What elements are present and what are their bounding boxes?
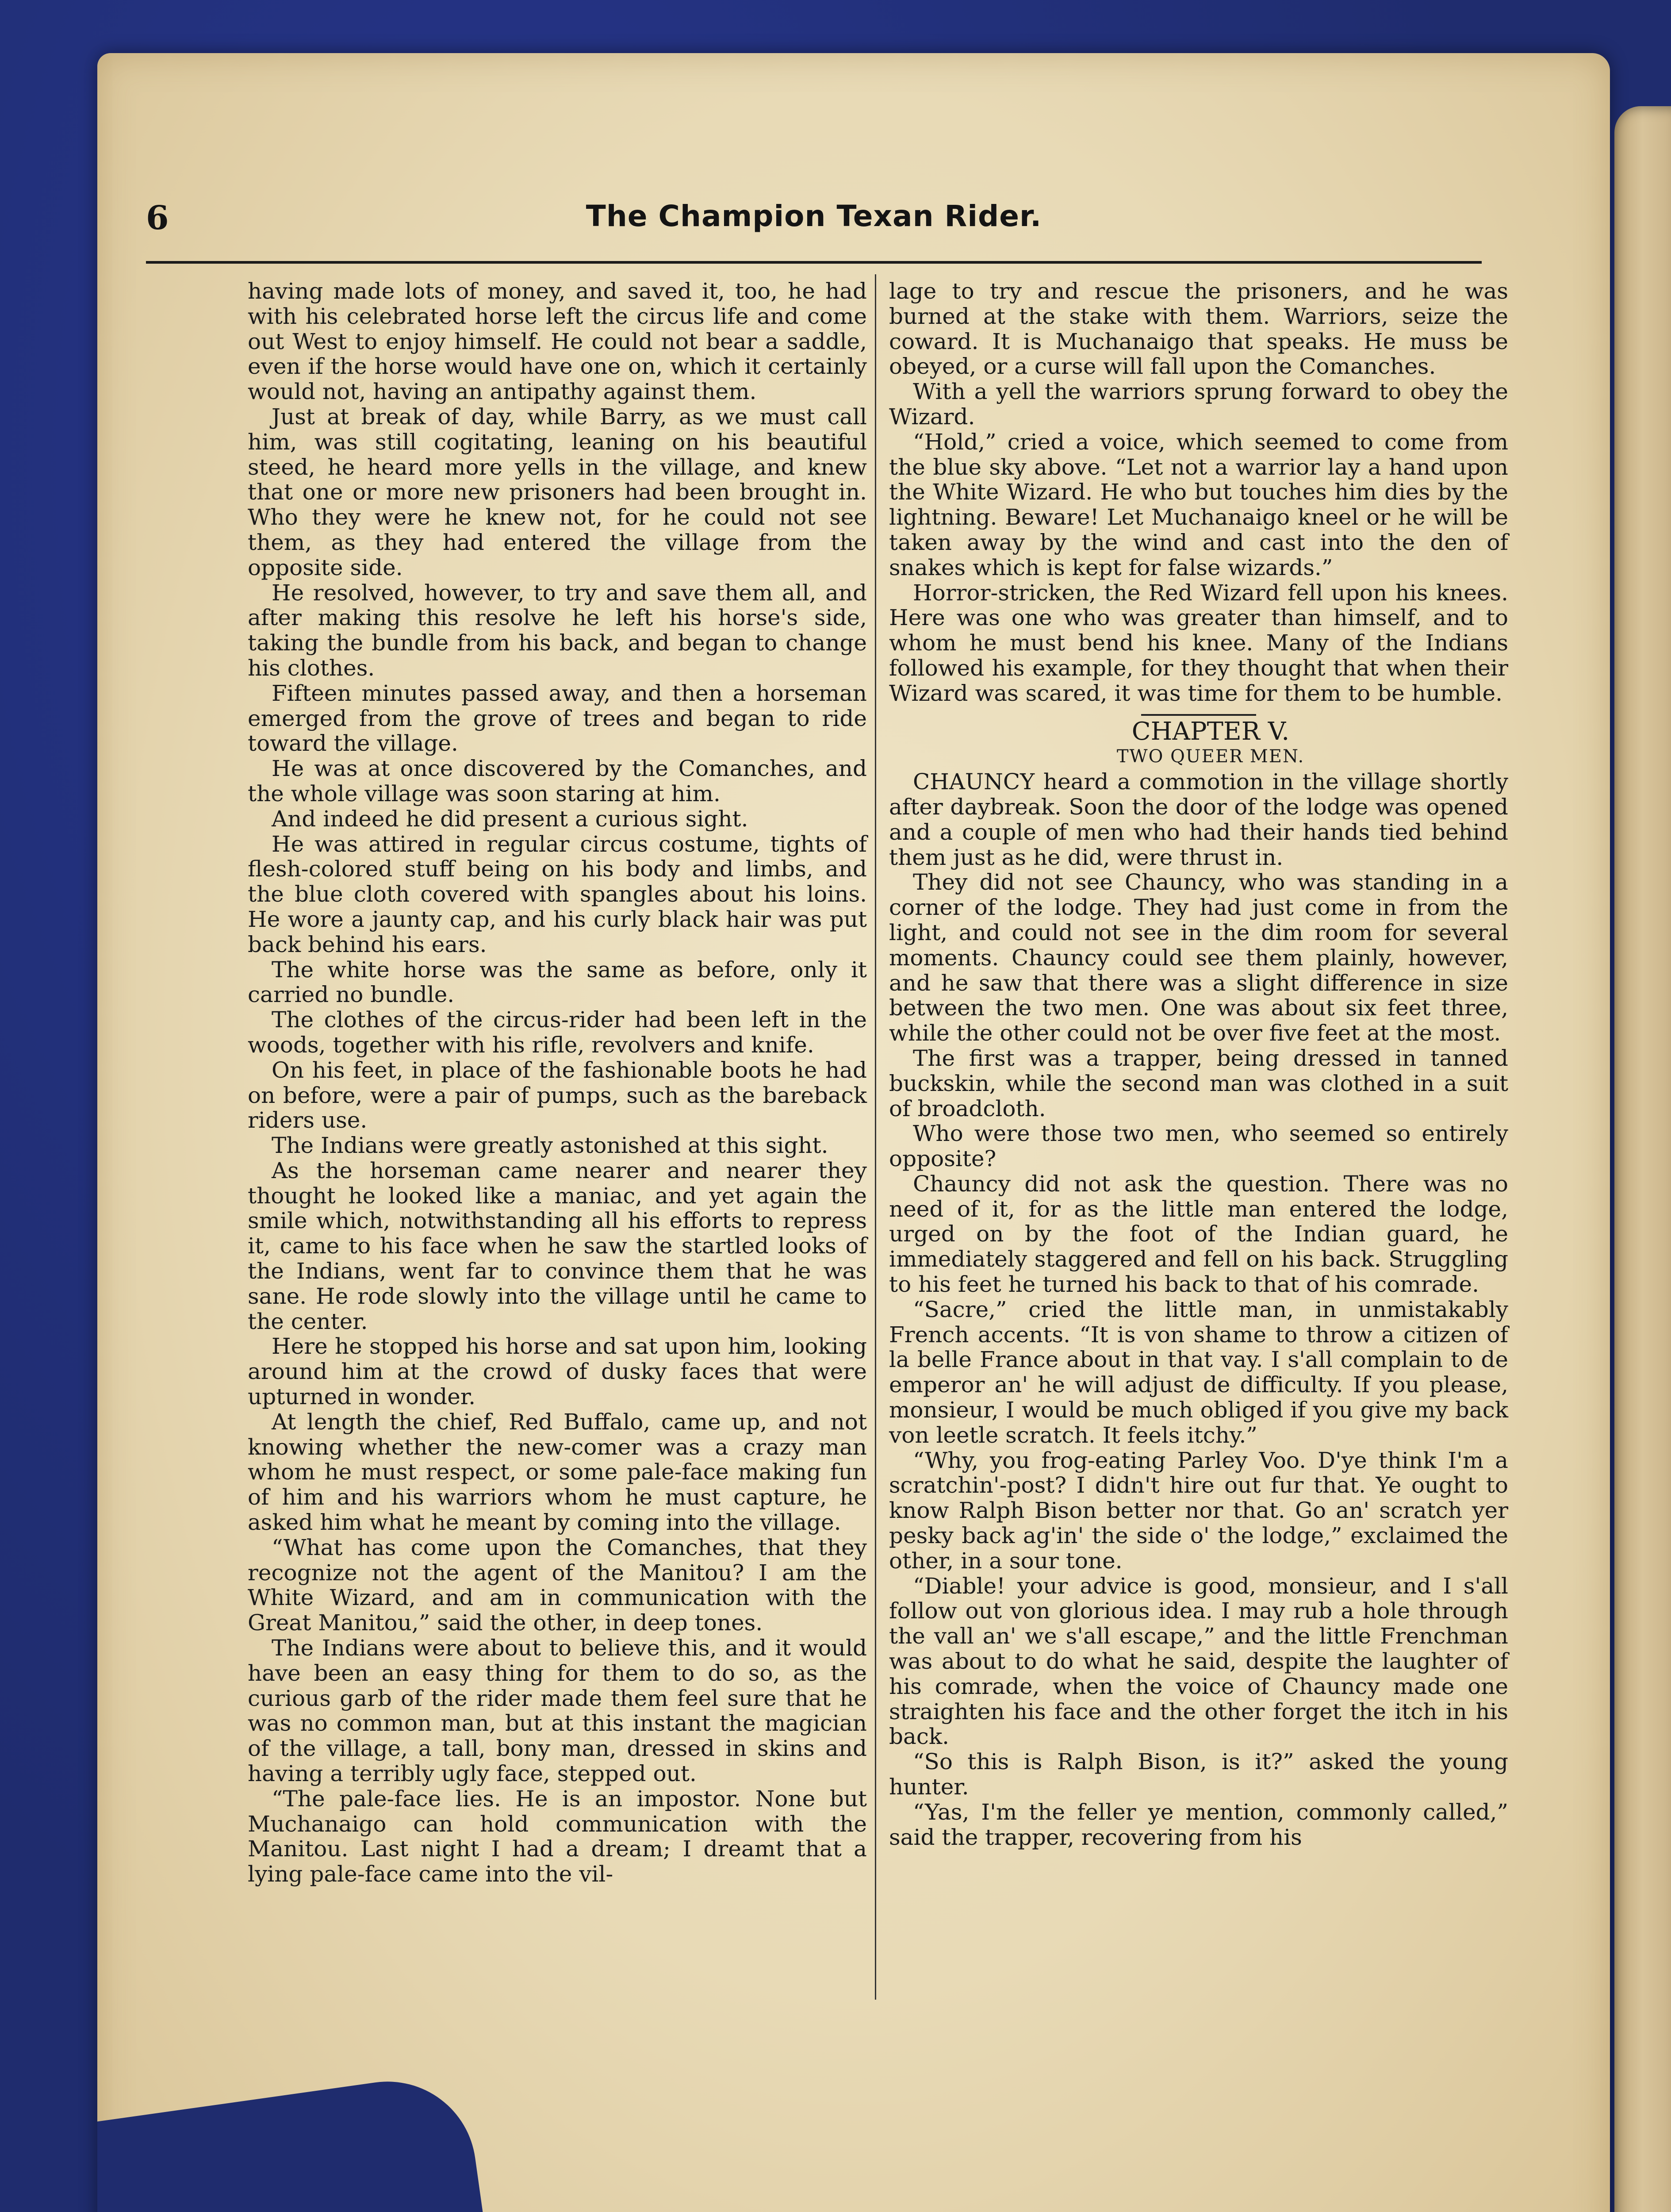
- paragraph: Horror-stricken, the Red Wizard fell upon his knees. Here was one who was greater than himself, and to whom he must bend his knee. Many of the Indians followed his example, for they thought that when their Wizard was scared, it was time for them to be humble.: [889, 580, 1508, 706]
- page-number: 6: [146, 199, 169, 237]
- paragraph: Who were those two men, who seemed so entirely opposite?: [889, 1121, 1508, 1172]
- paragraph: “Sacre,” cried the little man, in unmistakably French accents. “It is von shame to throw a citizen of la belle France about in that vay. I s'all complain to de emperor an' he will adjust de difficulty. If you please, monsieur, I would be much obliged if you give my back von leetle scratch. It feels itchy.”: [889, 1296, 1508, 1448]
- paragraph: “What has come upon the Comanches, that they recognize not the agent of the Manitou? I am the White Wizard, and am in communication with the Great Manitou,” said the other, in deep tones.: [248, 1534, 867, 1636]
- paragraph: “Yas, I'm the feller ye mention, commonly called,” said the trapper, recovering from his: [889, 1799, 1508, 1850]
- page-header: [146, 199, 1482, 248]
- paragraph: He resolved, however, to try and save them all, and after making this resolve he left his horse's side, taking the bundle from his back, and began to change his clothes.: [248, 580, 867, 681]
- paragraph: The white horse was the same as before, only it carried no bundle.: [248, 956, 867, 1008]
- paragraph: Here he stopped his horse and sat upon him, looking around him at the crowd of dusky faces that were upturned in wonder.: [248, 1333, 867, 1410]
- header-rule: [146, 261, 1482, 264]
- paragraph: The Indians were greatly astonished at this sight.: [272, 1133, 828, 1159]
- paragraph: “Why, you frog-eating Parley Voo. D'ye think I'm a scratchin'-post? I didn't hire out fur that. Ye ought to know Ralph Bison better nor that. Go an' scratch yer pesky back ag'in' the side o' the lodge,” exclaimed the other, in a sour tone.: [889, 1447, 1508, 1574]
- paragraph: “The pale-face lies. He is an impostor. None but Muchanaigo can hold communication with the Manitou. Last night I had a dream; I dreamt that a lying pale-face came into the vil-: [248, 1786, 867, 1887]
- chapter-title: CHAPTER V.: [1131, 717, 1290, 746]
- paragraph: On his feet, in place of the fashionable boots he had on before, were a pair of pumps, such as the bareback riders use.: [248, 1057, 867, 1133]
- column-divider: [875, 274, 876, 2000]
- paragraph: He was attired in regular circus costume, tights of flesh-colored stuff being on his body and limbs, and the blue cloth covered with spangles about his loins. He wore a jaunty cap, and his curly black hair was put back behind his ears.: [248, 831, 867, 957]
- paragraph: Fifteen minutes passed away, and then a horseman emerged from the grove of trees and began to ride toward the village.: [248, 680, 867, 757]
- right-column: [889, 279, 1508, 1850]
- paragraph: The clothes of the circus-rider had been left in the woods, together with his rifle, revolvers and knife.: [248, 1007, 867, 1058]
- paragraph: The first was a trapper, being dressed in tanned buckskin, while the second man was clothed in a suit of broadcloth.: [889, 1045, 1508, 1121]
- adjacent-page-edge: [1614, 106, 1671, 2212]
- left-column: [248, 279, 867, 1887]
- paragraph: lage to try and rescue the prisoners, and he was burned at the stake with them. Warriors, seize the coward. It is Muchanaigo that speaks. He muss be obeyed, or a curse will fall upon the Comanches.: [889, 278, 1508, 380]
- chapter-subtitle: TWO QUEER MEN.: [1116, 746, 1305, 767]
- paragraph: having made lots of money, and saved it, too, he had with his celebrated horse left the circus life and come out West to enjoy himself. He could not bear a saddle, even if the horse would have one on, which it certainly would not, having an antipathy against them.: [248, 278, 867, 405]
- paragraph: At length the chief, Red Buffalo, came up, and not knowing whether the new-comer was a crazy man whom he must respect, or some pale-face making fun of him and his warriors whom he must capture, he asked him what he meant by coming into the village.: [248, 1409, 867, 1536]
- paragraph: “Diable! your advice is good, monsieur, and I s'all follow out von glorious idea. I may rub a hole through the vall an' we s'all escape,” and the little Frenchman was about to do what he said, despite the laughter of his comrade, when the voice of Chauncy made one straighten his face and the other forget the itch in his back.: [889, 1573, 1508, 1750]
- chapter-rule: [1141, 714, 1256, 716]
- paragraph: The Indians were about to believe this, and it would have been an easy thing for them to do so, as the curious garb of the rider made them feel sure that he was no common man, but at this instant the magician of the village, a tall, bony man, dressed in skins and having a terribly ugly face, stepped out.: [248, 1635, 867, 1787]
- paragraph: “Hold,” cried a voice, which seemed to come from the blue sky above. “Let not a warrior lay a hand upon the White Wizard. He who but touches him dies by the lightning. Beware! Let Muchanaigo kneel or he will be taken away by the wind and cast into the den of snakes which is kept for false wizards.”: [889, 429, 1508, 580]
- paragraph: “So this is Ralph Bison, is it?” asked the young hunter.: [889, 1749, 1508, 1800]
- paragraph: And indeed he did present a curious sight.: [272, 806, 748, 832]
- paragraph: They did not see Chauncy, who was standing in a corner of the lodge. They had just come in from the light, and could not see in the dim room for several moments. Chauncy could see them plainly, however, and he saw that there was a slight difference in size between the two men. One was about six feet three, while the other could not be over five feet at the most.: [889, 869, 1508, 1046]
- paragraph: He was at once discovered by the Comanches, and the whole village was soon staring at him.: [248, 756, 867, 806]
- paragraph: As the horseman came nearer and nearer they thought he looked like a maniac, and yet again the smile which, notwithstanding all his efforts to repress it, came to his face when he saw the startled looks of the Indians, went far to convince them that he was sane. He rode slowly into the village until he came to the center.: [248, 1157, 867, 1334]
- paragraph: Just at break of day, while Barry, as we must call him, was still cogitating, leaning on his beautiful steed, he heard more yells in the village, and knew that one or more new prisoners had been brought in. Who they were he knew not, for he could not see them, as they had entered the village from the opposite side.: [248, 403, 867, 580]
- paragraph: Chauncy did not ask the question. There was no need of it, for as the little man entered the lodge, urged on by the foot of the Indian guard, he immediately staggered and fell on his back. Struggling to his feet he turned his back to that of his comrade.: [889, 1171, 1508, 1298]
- running-title: The Champion Texan Rider.: [586, 199, 1042, 233]
- paragraph: With a yell the warriors sprung forward to obey the Wizard.: [889, 379, 1508, 430]
- paragraph: CHAUNCY heard a commotion in the village shortly after daybreak. Soon the door of the lodge was opened and a couple of men who had their hands tied behind them just as he did, were thrust in.: [889, 769, 1508, 870]
